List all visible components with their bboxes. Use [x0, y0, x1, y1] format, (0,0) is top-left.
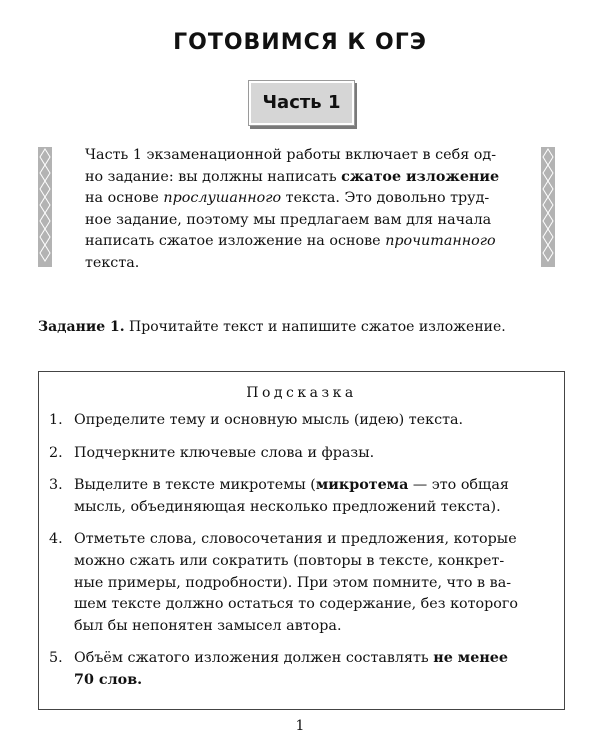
page-title: ГОТОВИМСЯ К ОГЭ	[173, 30, 427, 55]
intro-text: но задание: вы должны написать	[85, 168, 342, 185]
hint-line: мысль, объединяющая несколько предложений текста).	[74, 498, 501, 515]
hint-item	[49, 410, 554, 432]
intro-line	[85, 188, 525, 210]
hint-line	[74, 475, 554, 497]
hint-item-text	[74, 443, 554, 465]
intro-line: ное задание, поэтому мы предлагаем вам для начала	[85, 211, 492, 228]
hint-item-number: 2.	[49, 444, 63, 461]
hint-box	[38, 371, 565, 710]
hint-text: Объём сжатого изложения должен составлять	[74, 650, 434, 667]
hint-list	[49, 410, 554, 703]
hint-bold-term: 70 слов.	[74, 671, 143, 688]
hint-item-number: 3.	[49, 477, 63, 494]
intro-italic-term: прочитанного	[385, 233, 496, 250]
part-heading-box	[249, 81, 354, 125]
task-label: Задание 1.	[38, 319, 125, 335]
hint-item	[49, 529, 554, 637]
hint-item-text	[74, 475, 554, 518]
intro-line: текста.	[85, 254, 140, 271]
intro-line	[85, 231, 525, 253]
hint-item-text	[74, 529, 554, 637]
hint-bold-term: не менее	[433, 650, 508, 667]
hint-line	[74, 670, 554, 692]
intro-italic-term: прослушанного	[163, 190, 282, 207]
hint-line: Подчеркните ключевые слова и фразы.	[74, 444, 375, 461]
hint-item	[49, 475, 554, 518]
left-ornament	[38, 147, 52, 267]
hint-item-number: 4.	[49, 531, 63, 548]
hint-item-number: 5.	[49, 650, 63, 667]
part-label: Часть 1	[262, 92, 341, 113]
hint-line: ные примеры, подробности). При этом помните, что в ва-	[74, 574, 512, 591]
hint-text: — это общая	[408, 477, 509, 494]
intro-line: Часть 1 экзаменационной работы включает в себя од-	[85, 147, 497, 163]
hint-line: Определите тему и основную мысль (идею) текста.	[74, 412, 464, 428]
hint-line: был бы непонятен замысел автора.	[74, 617, 342, 634]
hint-text: Выделите в тексте микротемы (	[74, 477, 316, 494]
page-number: 1	[295, 718, 305, 734]
hint-line: шем тексте должно остаться то содержание, без которого	[74, 596, 518, 613]
hint-title: Подсказка	[246, 385, 357, 401]
intro-text: на основе	[85, 190, 164, 207]
intro-line	[85, 167, 525, 189]
task-statement	[38, 319, 506, 335]
hint-item	[49, 648, 554, 691]
intro-text: написать сжатое изложение на основе	[85, 233, 386, 250]
intro-paragraph	[85, 145, 525, 275]
hint-line	[74, 648, 554, 670]
hint-item-number: 1.	[49, 412, 63, 428]
intro-text: текста. Это довольно труд-	[281, 190, 490, 207]
hint-item-text	[74, 648, 554, 691]
hint-line: можно сжать или сократить (повторы в тексте, конкрет-	[74, 552, 505, 569]
hint-item-text	[74, 410, 554, 432]
hint-line: Отметьте слова, словосочетания и предложения, которые	[74, 531, 517, 548]
hint-bold-term: микротема	[315, 477, 409, 494]
hint-item	[49, 443, 554, 465]
right-ornament	[541, 147, 555, 267]
intro-bold-term: сжатое изложение	[341, 168, 500, 185]
task-text: Прочитайте текст и напишите сжатое изложение.	[124, 319, 506, 335]
